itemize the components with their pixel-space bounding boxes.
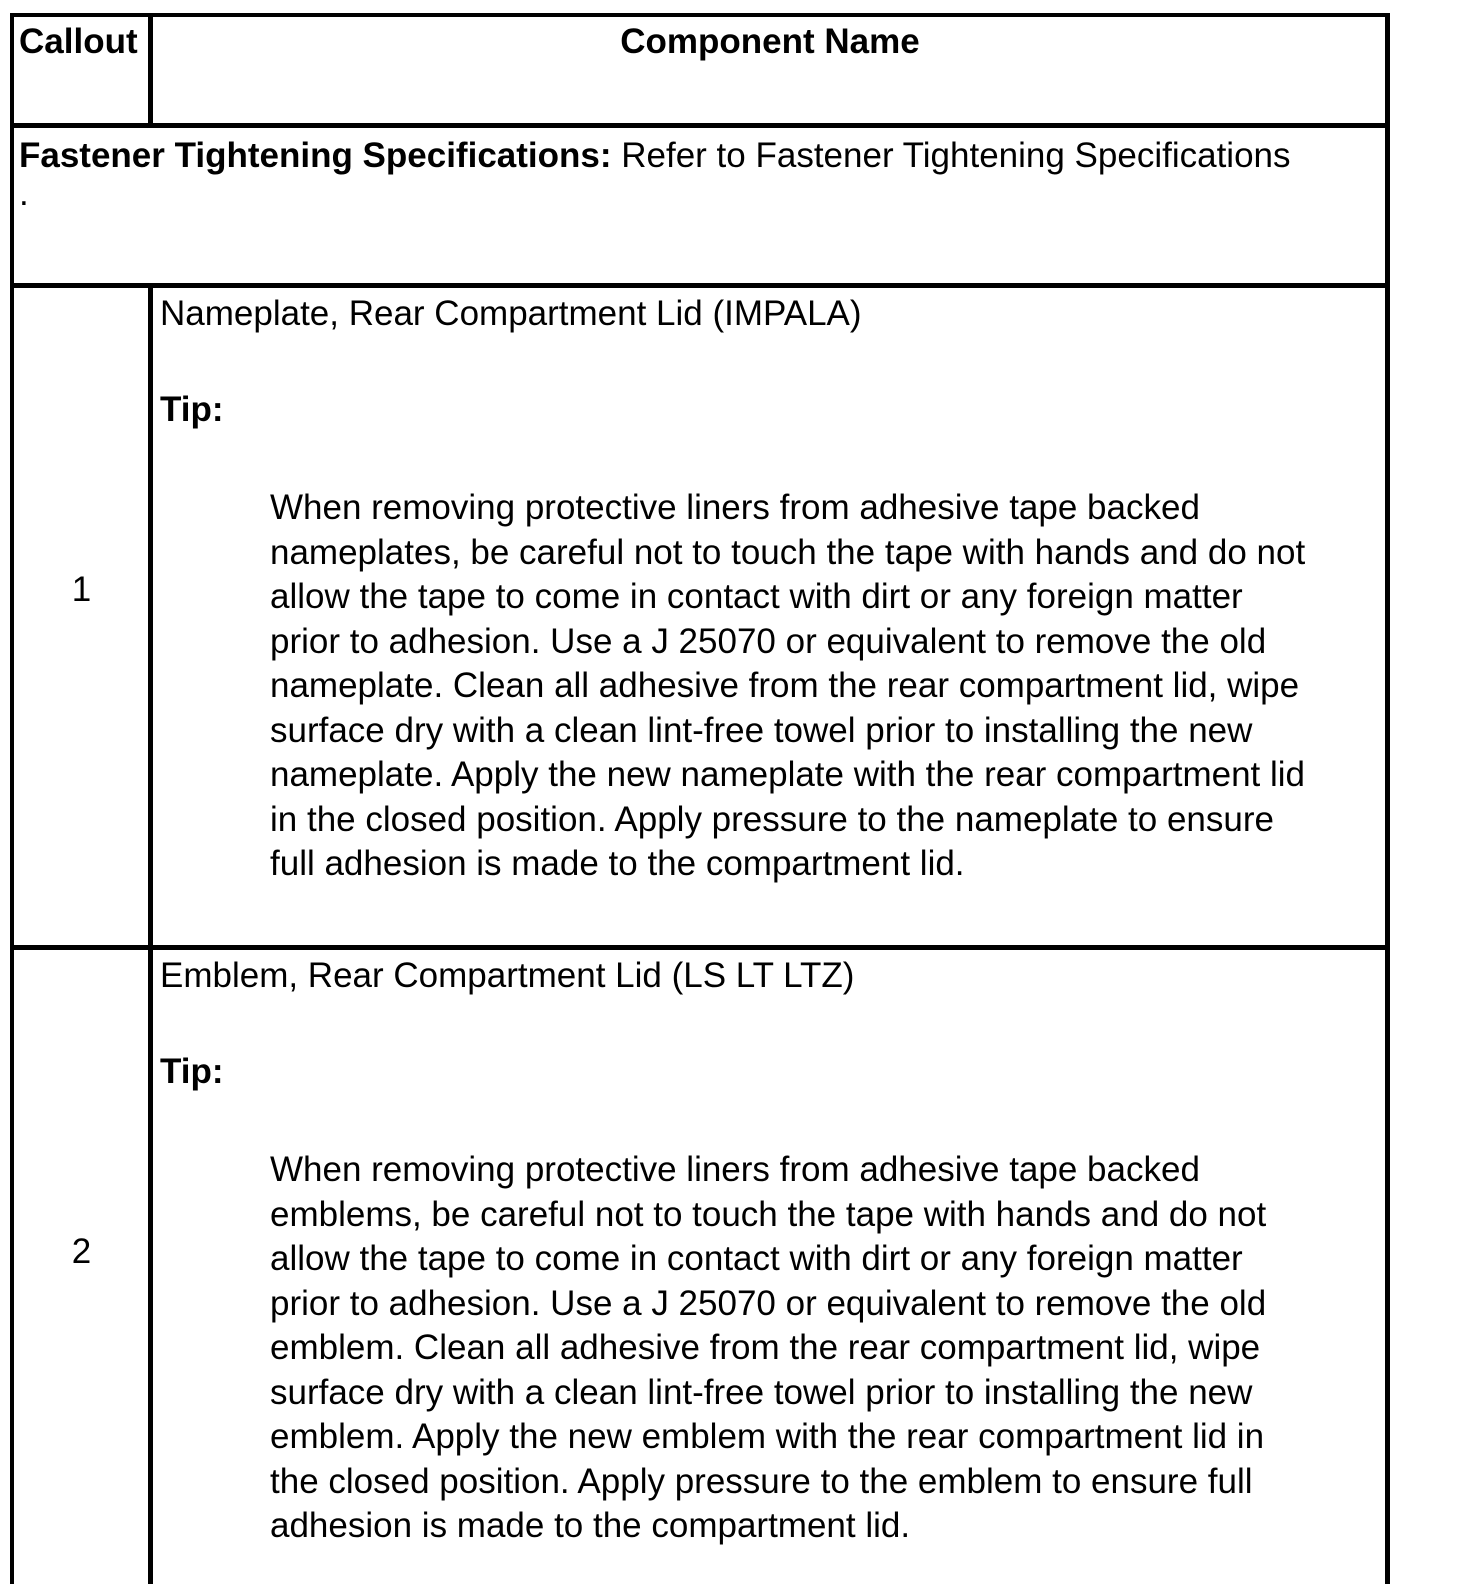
- tip-line: emblem. Apply the new emblem with the rear compartment lid in: [270, 1417, 1265, 1456]
- fastener-spec-note: [19, 134, 1291, 213]
- table-border-right: [1385, 13, 1390, 1584]
- tip-line: the closed position. Apply pressure to the emblem to ensure full: [270, 1461, 1253, 1501]
- tip-line: emblems, be careful not to touch the tape with hands and do not: [270, 1194, 1267, 1234]
- tip-line: adhesion is made to the compartment lid.: [270, 1506, 911, 1545]
- tip-line: When removing protective liners from adhesive tape backed: [270, 1150, 1200, 1189]
- row-1-callout: 1: [71, 570, 92, 609]
- row-2-tip-body: [270, 1148, 1380, 1549]
- row-1-tip-body: [270, 486, 1380, 887]
- tip-line: When removing protective liners from adhesive tape backed: [270, 488, 1200, 527]
- tip-line: nameplate. Apply the new nameplate with the rear compartment lid: [270, 755, 1306, 794]
- header-component-name: Component Name: [620, 22, 920, 61]
- row-2-tip-label: Tip:: [160, 1052, 224, 1091]
- table-border-top: [10, 13, 1390, 17]
- row-2-component-name: Emblem, Rear Compartment Lid (LS LT LTZ): [160, 956, 855, 995]
- table-border-left: [10, 13, 14, 1584]
- fastener-spec-trailing-period: .: [19, 173, 29, 213]
- row-1-tip-label: Tip:: [160, 390, 224, 429]
- row-1-component-name: Nameplate, Rear Compartment Lid (IMPALA): [160, 294, 862, 333]
- tip-line: allow the tape to come in contact with dirt or any foreign matter: [270, 1239, 1243, 1278]
- header-bottom-rule: [10, 123, 1390, 128]
- rows-divider-vertical: [148, 283, 153, 1584]
- tip-line: allow the tape to come in contact with dirt or any foreign matter: [270, 577, 1243, 616]
- tip-line: full adhesion is made to the compartment lid.: [270, 844, 965, 883]
- header-callout: Callout: [19, 22, 138, 61]
- tip-line: prior to adhesion. Use a J 25070 or equivalent to remove the old: [270, 1283, 1267, 1323]
- fastener-spec-link-text: Refer to Fastener Tightening Specifications: [621, 136, 1291, 175]
- fastener-spec-label: Fastener Tightening Specifications:: [19, 136, 612, 175]
- tip-line: nameplate. Clean all adhesive from the rear compartment lid, wipe: [270, 666, 1300, 705]
- tip-line: in the closed position. Apply pressure to the nameplate to ensure: [270, 799, 1274, 839]
- row-2-callout: 2: [71, 1232, 92, 1271]
- tip-line: surface dry with a clean lint-free towel prior to installing the new: [270, 710, 1253, 750]
- tip-line: surface dry with a clean lint-free towel prior to installing the new: [270, 1372, 1253, 1412]
- tip-line: prior to adhesion. Use a J 25070 or equivalent to remove the old: [270, 621, 1267, 661]
- row-1-bottom-rule: [10, 945, 1390, 950]
- tip-line: emblem. Clean all adhesive from the rear compartment lid, wipe: [270, 1328, 1261, 1367]
- spec-bottom-rule: [10, 283, 1390, 288]
- tip-line: nameplates, be careful not to touch the tape with hands and do not: [270, 532, 1306, 572]
